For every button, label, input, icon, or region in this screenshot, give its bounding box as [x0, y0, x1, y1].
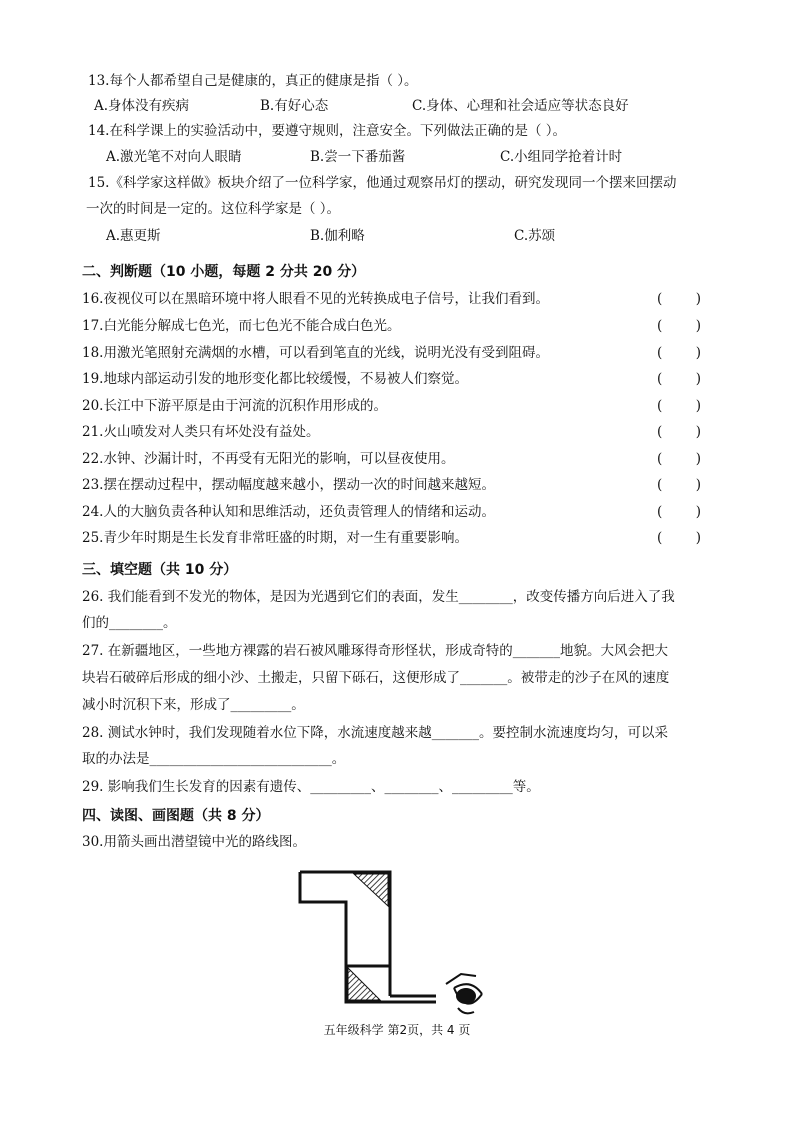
eye-icon — [446, 974, 482, 1013]
judge-item-20: 20.长江中下游平原是由于河流的沉积作用形成的。 — [82, 398, 387, 414]
q13-option-c: C.身体、心理和社会适应等状态良好 — [412, 98, 629, 114]
bracket-close: ) — [695, 318, 701, 334]
q30-stem: 30.用箭头画出潜望镜中光的路线图。 — [82, 834, 306, 850]
draw-heading: 四、读图、画图题（共 8 分） — [82, 808, 270, 824]
answer-brackets[interactable] — [657, 397, 701, 415]
q29-line: 29. 影响我们生长发育的因素有遗传、_________、________、_________等。 — [82, 779, 540, 795]
answer-brackets[interactable] — [657, 317, 701, 335]
judge-item-24: 24.人的大脑负责各种认知和思维活动，还负责管理人的情绪和运动。 — [82, 504, 495, 520]
bracket-close: ) — [695, 371, 701, 387]
q27-line3: 减小时沉积下来，形成了_________。 — [82, 697, 305, 713]
q28-line1: 28. 测试水钟时，我们发现随着水位下降，水流速度越来越_______。要控制水流速度均匀，可以采 — [82, 725, 669, 741]
bracket-open: ( — [657, 318, 663, 334]
judge-item-22: 22.水钟、沙漏计时，不再受有无阳光的影响，可以昼夜使用。 — [82, 451, 455, 467]
judge-item-25: 25.青少年时期是生长发育非常旺盛的时期，对一生有重要影响。 — [82, 530, 468, 546]
q15-stem-line2: 一次的时间是一定的。这位科学家是（ ）。 — [86, 201, 341, 217]
answer-brackets[interactable] — [657, 450, 701, 468]
bracket-close: ) — [695, 424, 701, 440]
judge-item-19: 19.地球内部运动引发的地形变化都比较缓慢，不易被人们察觉。 — [82, 371, 468, 387]
bracket-close: ) — [695, 398, 701, 414]
q26-line1: 26. 我们能看到不发光的物体，是因为光遇到它们的表面，发生________，改变传播方向后进入了我 — [82, 589, 675, 605]
judge-item-21: 21.火山喷发对人类只有坏处没有益处。 — [82, 424, 320, 440]
answer-brackets[interactable] — [657, 529, 701, 547]
q14-option-a: A.激光笔不对向人眼睛 — [106, 149, 242, 165]
bracket-close: ) — [695, 345, 701, 361]
bracket-close: ) — [695, 291, 701, 307]
q13-option-a: A.身体没有疾病 — [94, 98, 190, 114]
bracket-close: ) — [695, 504, 701, 520]
bracket-open: ( — [657, 371, 663, 387]
bracket-open: ( — [657, 451, 663, 467]
judge-item-23: 23.摆在摆动过程中，摆动幅度越来越小，摆动一次的时间越来越短。 — [82, 477, 495, 493]
bracket-open: ( — [657, 424, 663, 440]
q15-stem-line1: 15.《科学家这样做》板块介绍了一位科学家，他通过观察吊灯的摆动，研究发现同一个摆来回摆动 — [88, 175, 677, 191]
judge-item-17: 17.白光能分解成七色光，而七色光不能合成白色光。 — [82, 318, 401, 334]
q14-stem: 14.在科学课上的实验活动中，要遵守规则，注意安全。下列做法正确的是（ ）。 — [88, 123, 567, 139]
bracket-open: ( — [657, 477, 663, 493]
bracket-open: ( — [657, 291, 663, 307]
judge-item-18: 18.用激光笔照射充满烟的水槽，可以看到笔直的光线，说明光没有受到阻碍。 — [82, 345, 549, 361]
bracket-open: ( — [657, 345, 663, 361]
periscope-diagram — [296, 866, 506, 1026]
answer-brackets[interactable] — [657, 423, 701, 441]
q27-line2: 块岩石破碎后形成的细小沙、土搬走，只留下砾石，这便形成了_______。被带走的沙子在风的速度 — [82, 670, 670, 686]
top-mirror — [354, 874, 388, 906]
bracket-close: ) — [695, 477, 701, 493]
answer-brackets[interactable] — [657, 290, 701, 308]
fill-heading: 三、填空题（共 10 分） — [82, 562, 238, 578]
q14-option-b: B.尝一下番茄酱 — [310, 149, 406, 165]
periscope-tube — [300, 872, 436, 1002]
q28-line2: 取的办法是___________________________。 — [82, 751, 346, 767]
page-footer: 五年级科学 第2页，共 4 页 — [323, 1023, 471, 1037]
bracket-open: ( — [657, 504, 663, 520]
answer-brackets[interactable] — [657, 476, 701, 494]
q15-option-c: C.苏颂 — [514, 228, 556, 244]
bracket-close: ) — [695, 451, 701, 467]
q15-option-b: B.伽利略 — [310, 228, 365, 244]
q26-line2: 们的________。 — [82, 615, 177, 631]
answer-brackets[interactable] — [657, 503, 701, 521]
answer-brackets[interactable] — [657, 344, 701, 362]
answer-brackets[interactable] — [657, 370, 701, 388]
judge-item-16: 16.夜视仪可以在黑暗环境中将人眼看不见的光转换成电子信号，让我们看到。 — [82, 291, 549, 307]
judge-heading: 二、判断题（10 小题，每题 2 分共 20 分） — [82, 264, 366, 280]
q14-option-c: C.小组同学抢着计时 — [500, 149, 623, 165]
bracket-open: ( — [657, 398, 663, 414]
bracket-close: ) — [695, 530, 701, 546]
q27-line1: 27. 在新疆地区，一些地方裸露的岩石被风雕琢得奇形怪状，形成奇特的_______地貌。大风会把大 — [82, 643, 669, 659]
bottom-mirror — [348, 968, 380, 1000]
q13-stem: 13.每个人都希望自己是健康的，真正的健康是指（ ）。 — [88, 73, 418, 89]
q13-option-b: B.有好心态 — [260, 98, 329, 114]
q15-option-a: A.惠更斯 — [106, 228, 161, 244]
bracket-open: ( — [657, 530, 663, 546]
